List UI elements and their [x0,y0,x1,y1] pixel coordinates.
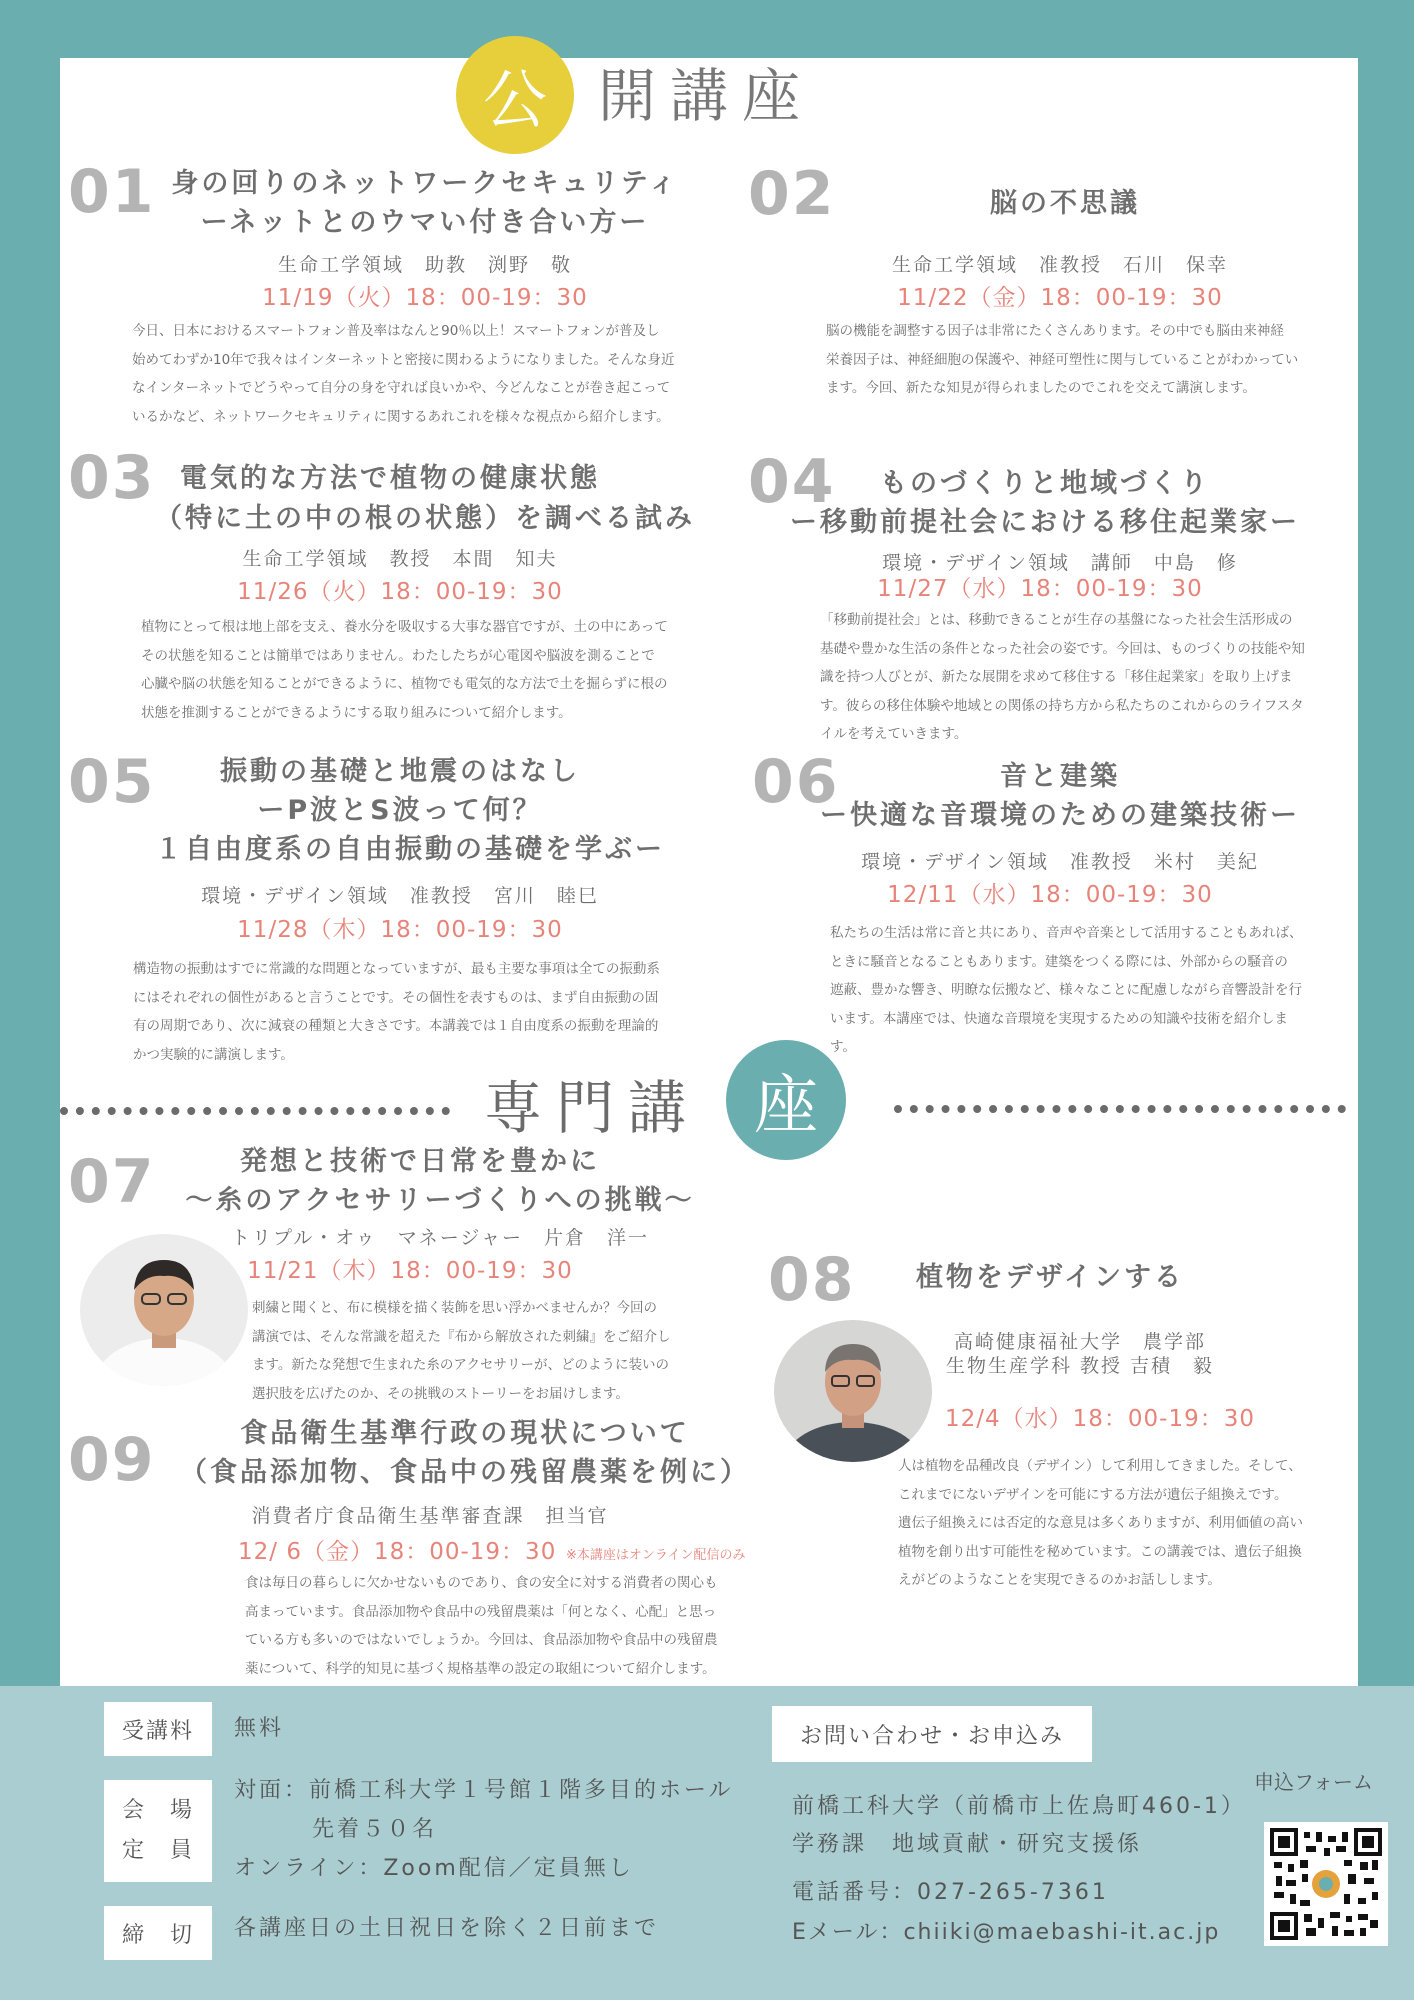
venue-label-line: 会 場 [121,1798,194,1823]
lecture-description [133,955,723,1069]
public-title-circle [456,36,574,154]
desc-line: 脳の機能を調整する因子は非常にたくさんあります。その中でも脳由来神経 [826,323,1284,339]
lecture-title: 食品衛生基準行政の現状について [240,1418,690,1449]
email-address: Eメール：chiiki@maebashi-it.ac.jp [792,1920,1221,1945]
form-label: 申込フォーム [1254,1770,1373,1794]
online-only-note: ※本講座はオンライン配信のみ [566,1548,746,1563]
specialist-title-circle [726,1040,846,1160]
desc-line: ている方も多いのではないでしょうか。今回は、食品添加物や食品中の残留農 [245,1632,718,1648]
lecturer-photo-08 [774,1320,932,1462]
desc-line: 構造物の振動はすでに常識的な問題となっていますが、最も主要な事項は全ての振動系 [133,961,660,977]
lecture-datetime: 11/21（木）18：00-19：30 [247,1258,573,1284]
lecturer: 生命工学領域 助教 渕野 敬 [277,254,572,276]
lecture-number: 01 [68,157,156,227]
lecturer: 環境・デザイン領域 准教授 米村 美紀 [861,851,1259,873]
desc-line: 刺繍と聞くと、布に模様を描く装飾を思い浮かべませんか？今回の [252,1300,657,1316]
lecture-number: 07 [68,1147,156,1217]
desc-line: ます。新たな発想で生まれた糸のアクセサリーが、どのように装いの [252,1357,670,1373]
lecture-datetime: 11/27（水）18：00-19：30 [877,576,1203,602]
lecture-description [245,1569,765,1683]
lecture-title: ー移動前提社会における移住起業家ー [790,507,1300,538]
lecture-title: （食品添加物、食品中の残留農薬を例に） [180,1457,750,1488]
phone-number: 電話番号：027-265-7361 [792,1880,1109,1905]
fee-value: 無料 [234,1716,285,1741]
venue-label [104,1780,212,1882]
venue-line: 対面：前橋工科大学１号館１階多目的ホール [234,1778,734,1803]
desc-line: 講演では、そんな常識を超えた『布から解放された刺繍』をご紹介し [252,1328,671,1345]
lecture-title: ー快適な音環境のための建築技術ー [820,800,1300,831]
lecture-title: （特に土の中の根の状態）を調べる試み [155,503,695,534]
org-address: 前橋工科大学（前橋市上佐鳥町460-1） [792,1794,1246,1819]
desc-line: す。 [830,1039,856,1055]
lecture-title: 植物をデザインする [915,1262,1185,1293]
footer [0,1686,1414,2000]
lecturer-affiliation: 生物生産学科 教授 吉積 毅 [945,1355,1215,1377]
lecture-title: 〜糸のアクセサリーづくりへの挑戦〜 [185,1185,695,1216]
desc-line: 高まっています。食品添加物や食品中の残留農薬は「何となく、心配」と思っ [245,1603,717,1620]
desc-line: 基礎や豊かな生活の条件となった社会の姿です。今回は、ものづくりの技能や知 [820,640,1305,657]
desc-line: 遺伝子組換えには否定的な意見は多くありますが、利用価値の高い [898,1515,1303,1531]
lecture-datetime: 12/4（水）18：00-19：30 [944,1406,1255,1432]
lecture-title: 脳の不思議 [990,188,1140,219]
lecture-title: 電気的な方法で植物の健康状態 [180,463,600,494]
lecture-number: 09 [68,1425,156,1495]
divider-right [894,1105,1346,1113]
lecture-title: ーネットとのウマい付き合い方ー [200,207,650,238]
lecture-description [826,317,1356,403]
desc-line: にはそれぞれの個性があると言うことです。その個性を表すものは、まず自由振動の固 [133,989,659,1006]
lecture-datetime: 12/11（水）18：00-19：30 [887,882,1213,908]
desc-line: います。本講座では、快適な音環境を実現するための知識や技術を紹介しま [830,1010,1288,1027]
desc-line: 栄養因子は、神経細胞の保護や、神経可塑性に関与していることがわかってい [826,351,1299,368]
desc-line: 選択肢を広げたのか、その挑戦のストーリーをお届けします。 [252,1385,629,1402]
lecturer: トリプル・オゥ マネージャー 片倉 洋一 [230,1227,649,1249]
deadline-value: 各講座日の土日祝日を除く２日前まで [234,1916,660,1941]
capacity-label-line: 定 員 [121,1838,194,1863]
desc-line: 薬について、科学的知見に基づく規格基準の設定の取組について紹介します。 [245,1660,716,1677]
divider-left [60,1107,450,1115]
lecture-number: 03 [68,443,156,513]
lecture-description [830,919,1350,1062]
lecture-title: １自由度系の自由振動の基礎を学ぶー [155,834,665,865]
lecture-number: 02 [748,159,836,229]
deadline-label: 締 切 [104,1906,212,1960]
desc-line: ときに騒音となることもあります。建築をつくる際には、外部からの騒音の [830,953,1288,970]
lecture-title: 音と建築 [1000,761,1120,792]
lecture-title: ーP波とS波って何？ [257,795,543,826]
application-qr-code[interactable] [1264,1822,1388,1946]
online-line: オンライン：Zoom配信／定員無し [234,1856,634,1881]
lecture-description [141,613,731,727]
lecture-description [898,1452,1338,1595]
desc-line: イルを考えていきます。 [820,726,968,742]
desc-line: かつ実験的に講演します。 [133,1046,294,1063]
desc-line: 状態を推測することができるようにする取り組みについて紹介します。 [141,704,572,721]
lecture-datetime: 11/19（火）18：00-19：30 [262,285,588,311]
specialist-title: 専門講 [484,1074,701,1142]
lecture-title: 身の回りのネットワークセキュリティ [171,168,679,199]
desc-line: 有の周期であり、次に減衰の種類と大きさです。本講義では１自由度系の振動を理論的 [133,1018,659,1034]
lecturer: 環境・デザイン領域 講師 中島 修 [882,552,1238,574]
lecture-description [252,1294,722,1408]
lecture-datetime: 11/28（木）18：00-19：30 [237,917,563,943]
desc-line: 始めてわずか10年で我々はインターネットと密接に関わるようになりました。そんな身近 [132,351,675,368]
lecture-title: 発想と技術で日常を豊かに [240,1146,600,1177]
public-title-char: 公 [483,64,547,138]
capacity-line: 先着５０名 [312,1817,438,1842]
desc-line: 私たちの生活は常に音と共にあり、音声や音楽として活用することもあれば、 [830,925,1303,941]
org-department: 学務課 地域貢献・研究支援係 [792,1832,1143,1857]
fee-label: 受講料 [104,1702,212,1756]
lecturer: 高崎健康福祉大学 農学部 [953,1331,1206,1353]
lecture-description [820,606,1360,749]
public-title: 開講座 [598,62,815,130]
desc-line: 食は毎日の暮らしに欠かせないものであり、食の安全に対する消費者の関心も [245,1575,718,1591]
desc-line: ます。今回、新たな知見が得られましたのでこれを交えて講演します。 [826,380,1256,396]
lecture-description [132,317,722,431]
desc-line: す。彼らの移住体験や地域との関係の持ち方から私たちのこれからのライフスタ [820,697,1304,714]
lecturer: 消費者庁食品衛生基準審査課 担当官 [251,1505,609,1527]
lecture-title: 振動の基礎と地震のはなし [220,756,580,787]
lecture-datetime: 11/22（金）18：00-19：30 [897,285,1223,311]
lecture-title: ものづくりと地域づくり [880,468,1210,499]
lecturer-photo-07 [80,1234,248,1386]
lecture-number: 04 [748,447,836,517]
lecture-number: 06 [752,747,840,817]
lecture-number: 08 [768,1245,856,1315]
desc-line: 植物を創り出す可能性を秘めています。この講義では、遺伝子組換 [898,1543,1302,1560]
lecture-datetime: 11/26（火）18：00-19：30 [237,579,563,605]
desc-line: 心臓や脳の状態を知ることができるように、植物でも電気的な方法で土を掘らずに根の [141,676,668,692]
desc-line: 遮蔽、豊かな響き、明瞭な伝搬など、様々なことに配慮しながら音響設計を行 [830,982,1302,998]
desc-line: 人は植物を品種改良（デザイン）して利用してきました。そして、 [898,1458,1302,1474]
desc-line: これまでにないデザインを可能にする方法が遺伝子組換えです。 [898,1486,1288,1503]
lecturer: 生命工学領域 教授 本間 知夫 [242,548,558,570]
desc-line: その状態を知ることは簡単ではありません。わたしたちが心電図や脳波を測ることで [141,647,655,664]
desc-line: なインターネットでどうやって自分の身を守れば良いかや、今どんなことが巻き起こって [132,380,671,396]
desc-line: 今日、日本におけるスマートフォン普及率はなんと90％以上！スマートフォンが普及し [132,323,660,339]
contact-label: お問い合わせ・お申込み [772,1706,1092,1762]
lecture-number: 05 [68,747,156,817]
desc-line: えがどのようなことを実現できるのかお話しします。 [898,1572,1221,1588]
lecturer: 環境・デザイン領域 准教授 宮川 睦巳 [201,885,599,907]
desc-line: いるかなど、ネットワークセキュリティに関するあれこれを様々な視点から紹介します。 [132,408,670,425]
lecture-datetime: 12/ 6（金）18：00-19：30 [238,1539,557,1565]
desc-line: 識を持つ人びとが、新たな展開を求めて移住する「移住起業家」を取り上げま [820,669,1293,685]
specialist-title-char: 座 [754,1069,818,1143]
lecturer: 生命工学領域 准教授 石川 保幸 [891,254,1228,276]
desc-line: 植物にとって根は地上部を支え、養水分を吸収する大事な器官ですが、土の中にあって [141,619,668,635]
desc-line: 「移動前提社会」とは、移動できることが生存の基盤になった社会生活形成の [820,612,1293,628]
